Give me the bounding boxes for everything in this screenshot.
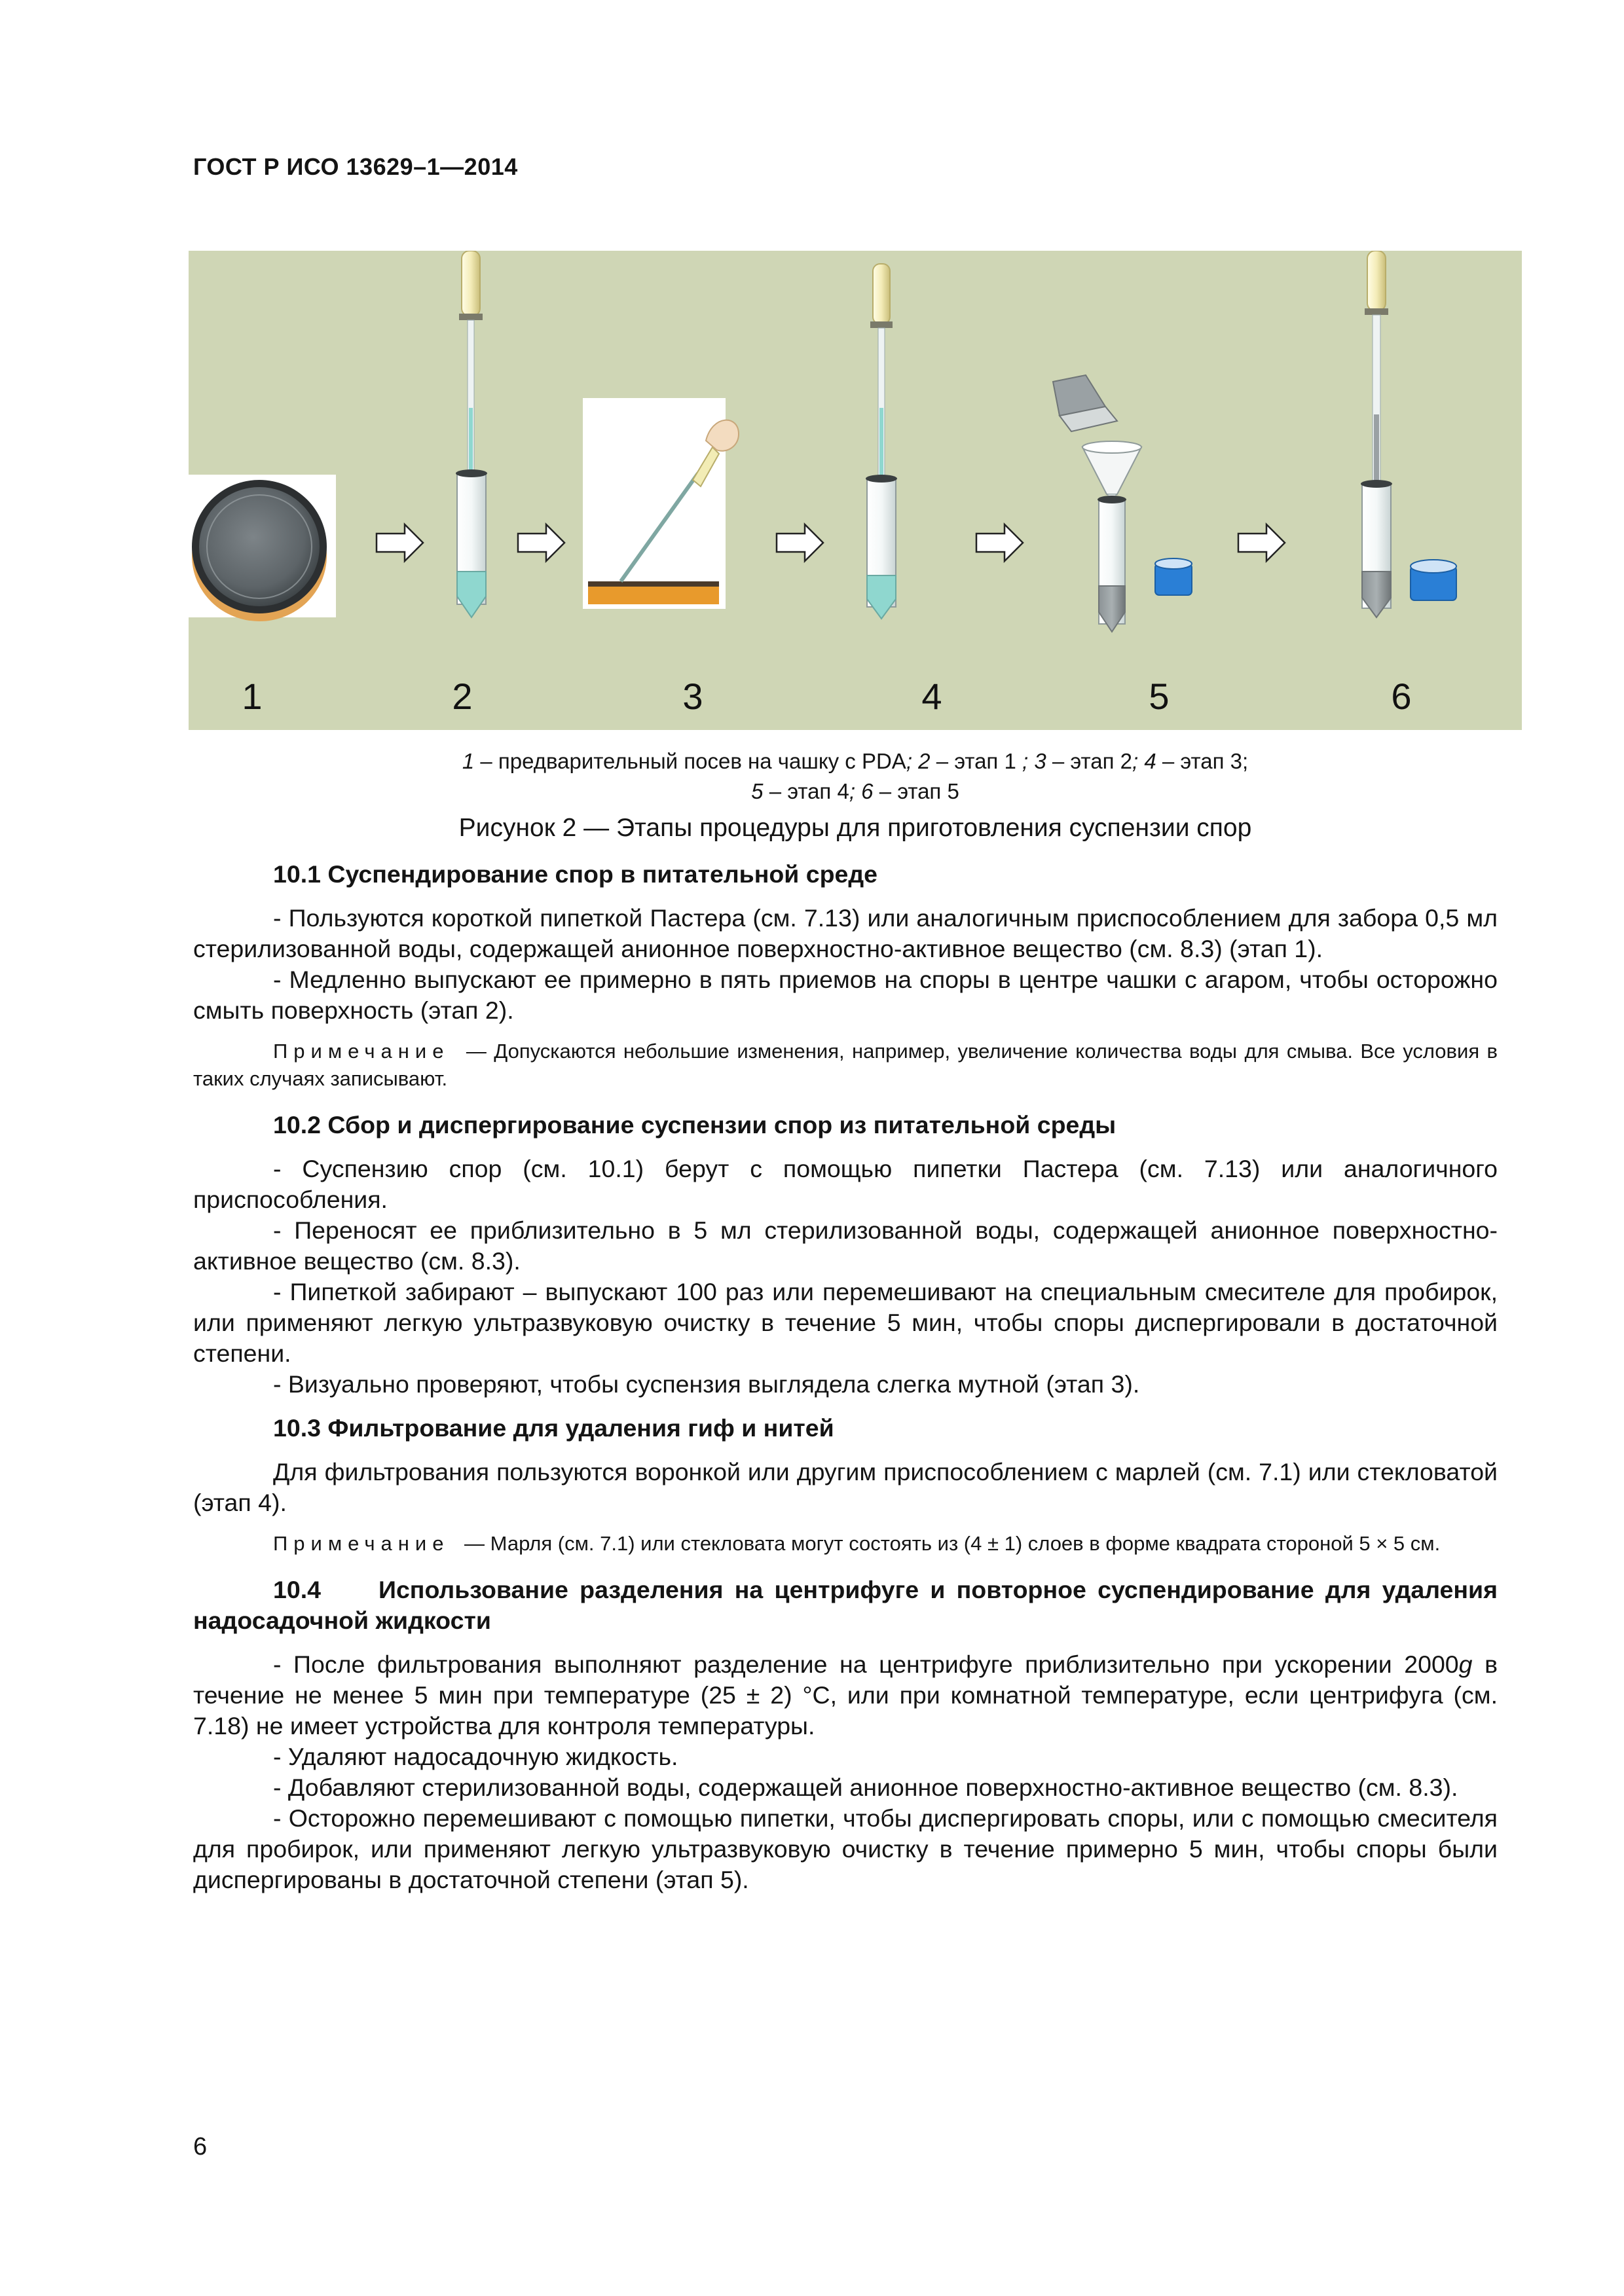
heading-10-2: 10.2 Сбор и диспергирование суспензии спор из питательной среды [273,1111,1116,1139]
legend-line-2: 5 – этап 4; 6 – этап 5 [751,779,959,803]
step-number-2: 2 [452,676,473,717]
paragraph: - Удаляют надосадочную жидкость. [273,1743,678,1770]
paragraph: - Переносят ее приблизительно в 5 мл стерилизованной воды, содержащей анионное поверхностно-активное вещество (см. 8.3). [193,1216,1498,1275]
heading-10-3: 10.3 Фильтрование для удаления гиф и нитей [273,1414,834,1442]
paragraph: - Пользуются короткой пипеткой Пастера (см. 7.13) или аналогичным приспособлением для забора 0,5 мл стерилизованной воды, содержащей анионное поверхностно-активное вещество (см. 8.3) (этап 1). [193,904,1498,962]
heading-10-4: 10.4 Использование разделения на центрифуге и повторное суспендирование для удаления надосадочной жидкости [193,1576,1498,1634]
note-10-1: Примечание — Допускаются небольшие изменения, например, увеличение количества воды для смыва. Все условия в таких случаях записывают. [193,1040,1498,1090]
paragraph: - Визуально проверяют, чтобы суспензия выглядела слегка мутной (этап 3). [273,1370,1140,1398]
agar-plate-illustration [583,398,739,609]
paragraph: - Медленно выпускают ее примерно в пять приемов на споры в центре чашки с агаром, чтобы осторожно смыть поверхность (этап 2). [193,966,1498,1024]
paragraph: - После фильтрования выполняют разделение на центрифуге приблизительно при ускорении 2000g в течение не менее 5 мин при температуре (25 ± 2) °С, или при комнатной температуре, если центрифуга (см. 7.18) не имеет устройства для контроля температуры. [193,1650,1498,1740]
paragraph: Для фильтрования пользуются воронкой или другим приспособлением с марлей (см. 7.1) или стекловатой (этап 4). [193,1458,1498,1516]
note-10-3: Примечание — Марля (см. 7.1) или стекловата могут состоять из (4 ± 1) слоев в форме квадрата стороной 5 × 5 см. [273,1532,1441,1555]
figure-title: Рисунок 2 — Этапы процедуры для приготовления суспензии спор [458,814,1252,842]
paragraph: - Пипеткой забирают – выпускают 100 раз или перемешивают на специальным смесителе для пробирок, или применяют легкую ультразвуковую очистку в течение 5 мин, чтобы споры диспергировали в достаточной степени. [193,1278,1498,1367]
step-number-4: 4 [921,676,942,717]
paragraph: - Добавляют стерилизованной воды, содержащей анионное поверхностно-активное вещество (см. 8.3). [273,1774,1458,1801]
step-number-1: 1 [242,676,263,717]
document-header: ГОСТ Р ИСО 13629–1—2014 [193,153,518,180]
legend-line-1: 1 – предварительный посев на чашку с PDA; 2 – этап 1 ; 3 – этап 2; 4 – этап 3; [462,749,1249,773]
figure-background [189,251,1522,730]
step-number-5: 5 [1149,676,1170,717]
paragraph: - Суспензию спор (см. 10.1) берут с помощью пипетки Пастера (см. 7.13) или аналогичного приспособления. [193,1155,1498,1213]
heading-10-1: 10.1 Суспендирование спор в питательной среде [273,860,878,888]
page-number: 6 [193,2133,208,2160]
paragraph: - Осторожно перемешивают с помощью пипетки, чтобы диспергировать споры, или с помощью смесителя для пробирок, или применяют легкую ультразвуковую очистку в течение примерно 5 мин, чтобы споры были диспергированы в достаточной степени (этап 5). [193,1804,1498,1893]
procedure-figure [189,251,1522,730]
figure-legend [189,746,1522,807]
step-number-6: 6 [1391,676,1412,717]
step-number-3: 3 [682,676,703,717]
petri-dish-illustration [189,475,336,621]
document-body [193,859,1498,1895]
